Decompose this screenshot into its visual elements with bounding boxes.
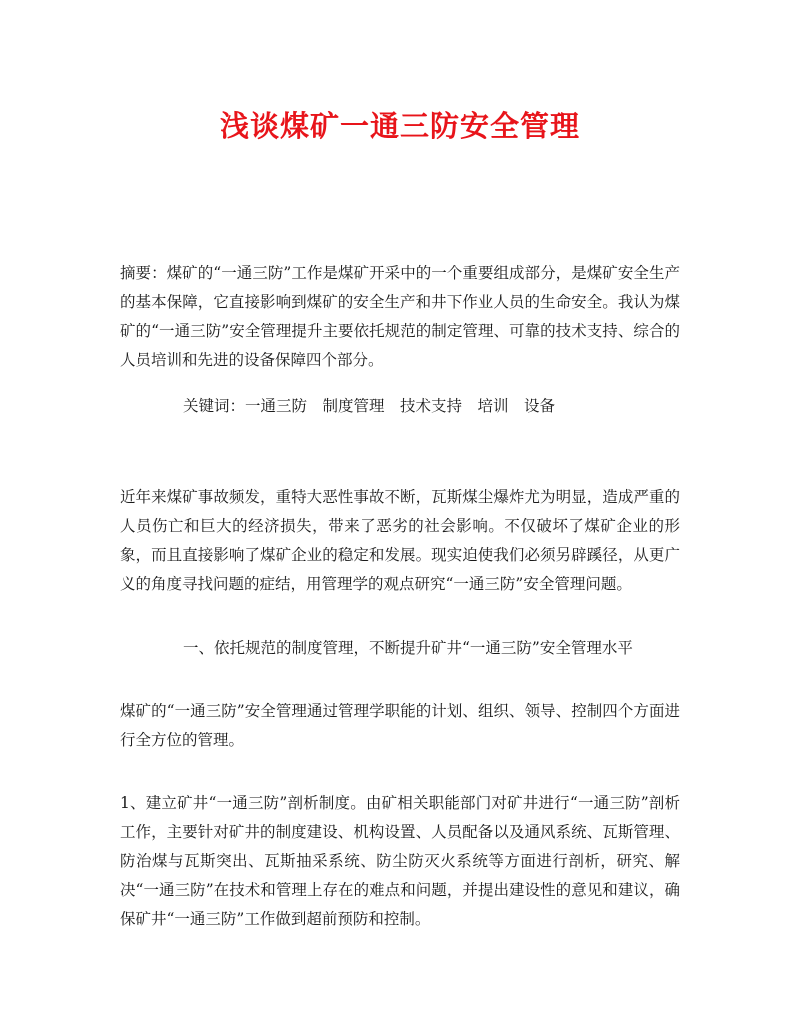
intro-paragraph: 近年来煤矿事故频发，重特大恶性事故不断，瓦斯煤尘爆炸尤为明显，造成严重的人员伤亡和巨大的经济损失，带来了恶劣的社会影响。不仅破坏了煤矿企业的形象，而且直接影响了煤矿企业的稳定和发展。现实迫使我们必须另辟蹊径，从更广义的角度寻找问题的症结，用管理学的观点研究“一通三防”安全管理问题。 bbox=[120, 488, 680, 593]
item-1-paragraph: 1、建立矿井“一通三防”剖析制度。由矿相关职能部门对矿井进行“一通三防”剖析工作，主要针对矿井的制度建设、机构设置、人员配备以及通风系统、瓦斯管理、防治煤与瓦斯突出、瓦斯抽采系统、防尘防灭火系统等方面进行剖析，研究、解决“一通三防”在技术和管理上存在的难点和问题，并提出建设性的意见和建议，确保矿井“一通三防”工作做到超前预防和控制。 bbox=[120, 794, 680, 928]
keywords-line: 关键词：一通三防 制度管理 技术支持 培训 设备 bbox=[183, 397, 556, 415]
section-1-heading: 一、依托规范的制度管理，不断提升矿井“一通三防”安全管理水平 bbox=[183, 639, 633, 657]
abstract-paragraph: 摘要：煤矿的“一通三防”工作是煤矿开采中的一个重要组成部分，是煤矿安全生产的基本保障，它直接影响到煤矿的安全生产和井下作业人员的生命安全。我认为煤矿的“一通三防”安全管理提升主要依托规范的制定管理、可靠的技术支持、综合的人员培训和先进的设备保障四个部分。 bbox=[120, 264, 680, 369]
document-title: 浅谈煤矿一通三防安全管理 bbox=[219, 109, 580, 143]
section-1-paragraph: 煤矿的“一通三防”安全管理通过管理学职能的计划、组织、领导、控制四个方面进行全方位的管理。 bbox=[120, 702, 680, 749]
